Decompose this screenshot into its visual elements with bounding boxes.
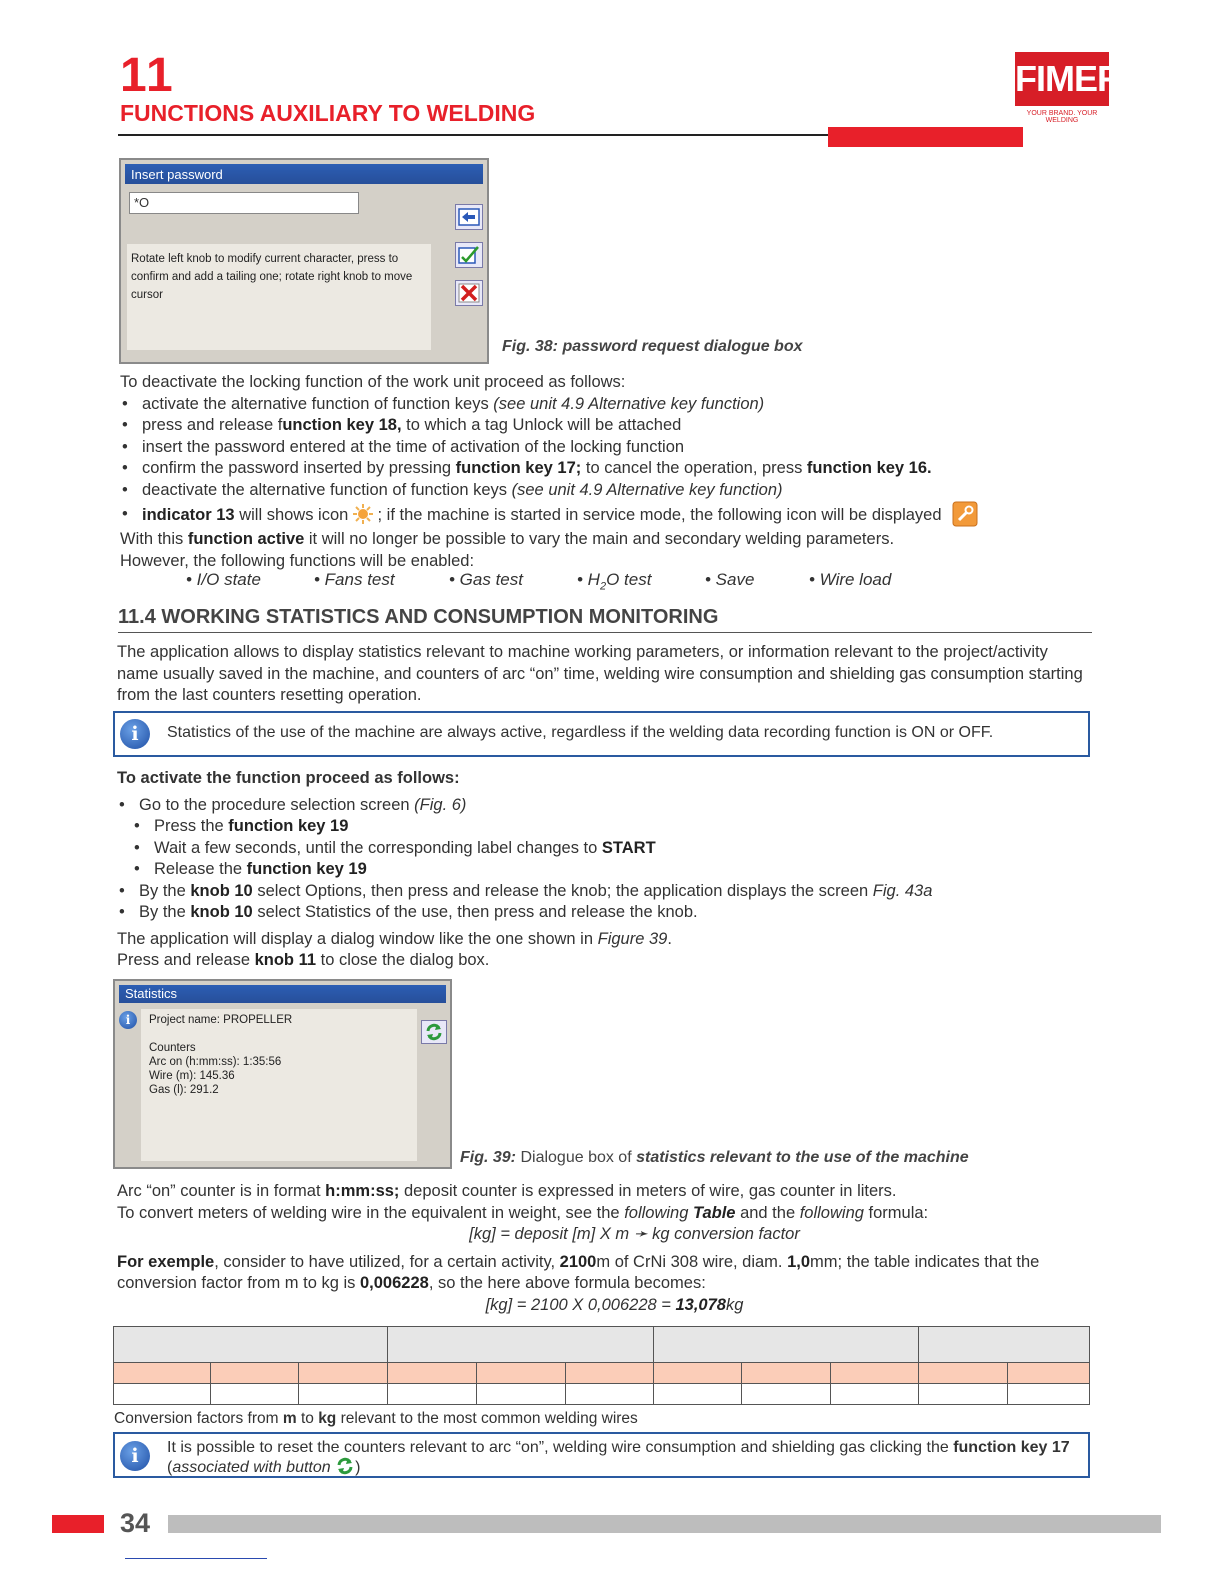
table-cell — [566, 1384, 654, 1405]
cancel-x-icon — [458, 283, 480, 303]
convert-intro-para: To convert meters of welding wire in the equivalent in weight, see the following Table and the following formula: — [117, 1203, 929, 1222]
example-formula: [kg] = 2100 X 0,006228 = 13,078kg — [485, 1295, 744, 1314]
logo-tagline: YOUR BRAND. YOUR WELDING — [1026, 110, 1098, 124]
table-cell — [919, 1363, 1008, 1384]
header-accent-bar — [828, 127, 1023, 147]
list-item: • activate the alternative function of function keys (see unit 4.9 Alternative key function) — [120, 394, 1080, 416]
conversion-block — [117, 1181, 1092, 1316]
password-dialog-title: Insert password — [125, 164, 483, 184]
chapter-title: FUNCTIONS AUXILIARY TO WELDING — [120, 100, 536, 126]
list-item: • Release the function key 19 — [132, 859, 1092, 881]
table-cell — [654, 1327, 919, 1363]
page-number: 34 — [120, 1508, 151, 1538]
deactivate-intro: To deactivate the locking function of the work unit proceed as follows: — [120, 373, 626, 391]
table-header-row — [114, 1327, 1090, 1363]
table-cell — [654, 1384, 742, 1405]
table-cell — [919, 1384, 1008, 1405]
info-note-text: Statistics of the use of the machine are always active, regardless if the welding data recording function is ON or OFF. — [167, 724, 994, 741]
table-row — [114, 1384, 1090, 1405]
edit-confirm-icon — [458, 245, 480, 265]
statistics-dialog-title: Statistics — [119, 985, 446, 1003]
info-note-reset — [113, 1432, 1090, 1478]
info-icon: i — [120, 719, 150, 749]
table-cell — [831, 1384, 919, 1405]
function-h2o-test: • $H_2O$ test — [577, 570, 652, 593]
table-cell — [388, 1327, 654, 1363]
stats-info-icon: i — [119, 1011, 137, 1029]
section-divider — [118, 632, 1092, 633]
conversion-formula: [kg] = deposit [m] X m ➛ kg conversion factor — [469, 1225, 800, 1243]
counter-format-para: Arc “on” counter is in format h:mm:ss; deposit counter is expressed in meters of wire, gas counter in liters. — [117, 1182, 897, 1200]
deactivate-block — [120, 372, 1080, 572]
confirm-button[interactable] — [455, 242, 483, 268]
footer-bar — [168, 1515, 1161, 1533]
wrench-service-icon — [952, 501, 978, 527]
table-cell — [742, 1384, 831, 1405]
table-caption: Conversion factors from m to kg relevant to the most common welding wires — [114, 1410, 638, 1427]
table-cell — [831, 1363, 919, 1384]
function-active-para: With this function active it will no longer be possible to vary the main and secondary welding parameters. — [120, 530, 895, 548]
list-item: • confirm the password inserted by pressing function key 17; to cancel the operation, press function key 16. — [120, 458, 1080, 480]
chapter-number: 11 — [120, 49, 175, 102]
list-item: • By the knob 10 select Statistics of the use, then press and release the knob. — [117, 902, 1092, 924]
function-gas-test: • Gas test — [449, 570, 523, 589]
list-item: • press and release function key 18, to which a tag Unlock will be attached — [120, 415, 1080, 437]
table-cell — [299, 1384, 388, 1405]
function-io-state: • I/O state — [186, 570, 261, 589]
list-item: • insert the password entered at the time of activation of the locking function — [120, 437, 1080, 459]
function-save: • Save — [705, 570, 755, 589]
enabled-functions-intro: However, the following functions will be enabled: — [120, 551, 475, 570]
table-cell — [919, 1327, 1090, 1363]
activate-block — [117, 768, 1092, 972]
list-item: • indicator 13 will shows icon ; if the machine is started in service mode, the following icon will be displayed — [120, 501, 1080, 527]
section-title: 11.4 WORKING STATISTICS AND CONSUMPTION MONITORING — [118, 606, 719, 628]
info-note-statistics — [113, 711, 1090, 757]
bottom-link-line — [125, 1558, 267, 1559]
cancel-button[interactable] — [455, 280, 483, 306]
table-cell — [566, 1363, 654, 1384]
gas-counter: Gas (l): 291.2 — [149, 1084, 219, 1096]
refresh-icon — [424, 1023, 444, 1041]
activate-title: To activate the function proceed as follows: — [117, 769, 460, 787]
back-button[interactable] — [455, 204, 483, 230]
fimer-logo: FIMER — [1015, 52, 1109, 106]
list-item: • Press the function key 19 — [132, 816, 1092, 838]
table-cell — [211, 1363, 299, 1384]
close-dialog-para: Press and release knob 11 to close the dialog box. — [117, 951, 490, 969]
table-cell — [114, 1384, 211, 1405]
section-intro: The application allows to display statistics relevant to machine working parameters, or information relevant to the project/activity name usually saved in the machine, and counters of arc “on” time, welding wire consumption and shielding gas consumption starting from the last counters resetting operation. — [117, 643, 1083, 704]
password-input[interactable]: *O — [129, 192, 359, 214]
table-cell — [211, 1384, 299, 1405]
back-arrow-icon — [458, 208, 480, 226]
example-para: For exemple, consider to have utilized, for a certain activity, 2100m of CrNi 308 wire, diam. 1,0mm; the table indicates that the conversion factor from m to kg is 0,006228, so the here above formula becomes: — [117, 1252, 1040, 1292]
statistics-content — [141, 1009, 417, 1161]
dialog-display-para: The application will display a dialog window like the one shown in Figure 39. — [117, 929, 672, 948]
table-subheader-row — [114, 1363, 1090, 1384]
info-note-reset-text: It is possible to reset the counters relevant to arc “on”, welding wire consumption and shielding gas clicking the function key 17 (associated with button ) — [167, 1439, 1070, 1476]
deactivate-steps — [120, 394, 1080, 528]
password-help-text: Rotate left knob to modify current character, press to confirm and add a tailing one; rotate right knob to move cursor — [127, 244, 431, 350]
sun-icon — [353, 504, 373, 524]
activate-steps — [117, 795, 1092, 924]
table-cell — [477, 1384, 566, 1405]
table-cell — [114, 1327, 388, 1363]
refresh-icon — [335, 1457, 355, 1475]
list-item: • By the knob 10 select Options, then press and release the knob; the application displays the screen Fig. 43a — [117, 881, 1092, 903]
table-cell — [742, 1363, 831, 1384]
table-cell — [388, 1363, 477, 1384]
table-cell — [477, 1363, 566, 1384]
list-item: • Wait a few seconds, until the corresponding label changes to START — [132, 838, 1092, 860]
table-cell — [654, 1363, 742, 1384]
arc-counter: Arc on (h:mm:ss): 1:35:56 — [149, 1056, 282, 1068]
function-wire-load: • Wire load — [809, 570, 892, 589]
project-name: Project name: PROPELLER — [149, 1014, 293, 1026]
wire-counter: Wire (m): 145.36 — [149, 1070, 235, 1082]
password-dialog — [119, 158, 489, 364]
fig38-caption: Fig. 38: password request dialogue box — [502, 338, 803, 355]
list-item: • deactivate the alternative function of function keys (see unit 4.9 Alternative key function) — [120, 480, 1080, 502]
table-cell — [1008, 1384, 1090, 1405]
statistics-dialog — [113, 979, 452, 1169]
counters-label: Counters — [149, 1042, 196, 1054]
table-cell — [388, 1384, 477, 1405]
footer-accent-bar — [52, 1515, 104, 1533]
table-cell — [114, 1363, 211, 1384]
conversion-table — [113, 1326, 1090, 1405]
function-fans-test: • Fans test — [314, 570, 395, 589]
reset-counters-button[interactable] — [421, 1020, 447, 1044]
info-icon: i — [120, 1441, 150, 1471]
list-item: • Go to the procedure selection screen (Fig. 6) — [117, 795, 1092, 817]
fig39-caption: Fig. 39: Dialogue box of statistics relevant to the use of the machine — [460, 1149, 969, 1166]
table-cell — [1008, 1363, 1090, 1384]
table-cell — [299, 1363, 388, 1384]
